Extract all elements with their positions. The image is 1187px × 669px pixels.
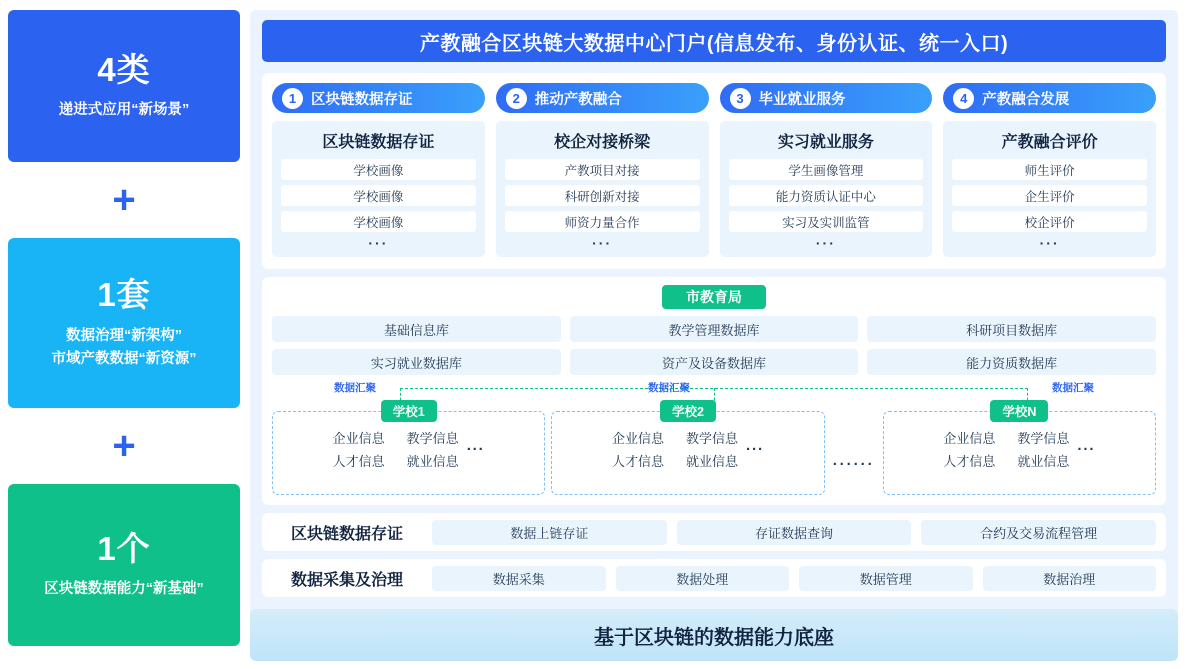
left-card-architecture-title: 1套 [97,276,151,314]
capability-item[interactable]: 数据治理 [983,566,1157,591]
schools-ellipsis: ······ [832,455,875,473]
left-card-foundation-title: 1个 [97,529,151,567]
school-item: 教学信息 [1017,431,1070,446]
scenario-item[interactable]: 能力资质认证中心 [729,185,924,206]
scenario-card-1[interactable] [272,83,485,257]
scenario-pill-2[interactable] [496,83,709,113]
capability-item[interactable]: 数据采集 [432,566,606,591]
left-column [8,10,240,660]
aggregation-label-3: 数据汇聚 [1052,382,1094,394]
school-item: 就业信息 [1017,454,1070,469]
scenario-item[interactable]: 学校画像 [281,211,476,232]
plus-icon-1: + [112,178,136,222]
portal-title-bar: 产教融合区块链大数据中心门户(信息发布、身份认证、统一入口) [262,20,1166,62]
left-card-scenarios-title: 4类 [97,50,151,88]
school-item: 教学信息 [406,431,459,446]
scenario-number-icon-4: 4 [953,88,974,109]
aggregation-label-1: 数据汇聚 [334,382,376,394]
left-card-architecture [8,238,240,408]
scenario-more-dots: ··· [592,235,613,251]
school-item: 就业信息 [406,454,459,469]
scenario-card-4[interactable] [943,83,1156,257]
scenario-body-1 [272,121,485,257]
scenario-item[interactable]: 企生评价 [952,185,1147,206]
school-item: 企业信息 [332,431,385,446]
plus-icon-2: + [112,424,136,468]
school-item: 就业信息 [686,454,739,469]
scenario-more-dots: ··· [1039,235,1060,251]
capability-item[interactable]: 数据管理 [799,566,973,591]
scenario-number-icon-1: 1 [282,88,303,109]
data-governance-section [262,277,1166,505]
capability-item[interactable]: 数据处理 [616,566,790,591]
scenario-body-2 [496,121,709,257]
database-grid [272,316,1156,375]
scenario-card-2[interactable] [496,83,709,257]
left-card-architecture-subtitle-line1: 数据治理“新架构” [66,327,182,344]
school-item: 企业信息 [612,431,665,446]
database-cell[interactable]: 资产及设备数据库 [570,349,859,375]
left-card-scenarios [8,10,240,162]
school-tag-2: 学校2 [660,400,716,422]
database-cell[interactable]: 基础信息库 [272,316,561,342]
scenario-pill-label-3: 毕业就业服务 [758,91,846,108]
capability-label-blockchain: 区块链数据存证 [290,525,403,543]
school-item: 人才信息 [332,454,385,469]
capability-row-blockchain [262,513,1166,551]
school-more-dots: ··· [1077,440,1096,458]
capability-item[interactable]: 合约及交易流程管理 [921,520,1156,545]
scenario-pill-label-2: 推动产教融合 [534,91,622,108]
school-item: 人才信息 [943,454,996,469]
scenario-body-3 [720,121,933,257]
scenario-title-1: 区块链数据存证 [322,134,435,151]
school-item: 企业信息 [943,431,996,446]
database-cell[interactable]: 实习就业数据库 [272,349,561,375]
scenario-title-3: 实习就业服务 [777,134,874,151]
scenario-more-dots: ··· [368,235,389,251]
school-box-n[interactable] [883,405,1156,495]
scenario-item[interactable]: 师生评价 [952,159,1147,180]
aggregation-label-2: 数据汇聚 [648,382,690,394]
capability-item[interactable]: 数据上链存证 [432,520,667,545]
scenario-pill-4[interactable] [943,83,1156,113]
left-card-architecture-subtitle-line2: 市域产教数据“新资源” [51,350,197,367]
scenario-item[interactable]: 学校画像 [281,159,476,180]
school-box-1[interactable] [272,405,545,495]
school-row [272,405,1156,495]
school-box-2[interactable] [551,405,824,495]
database-cell[interactable]: 能力资质数据库 [867,349,1156,375]
right-panel [250,10,1178,660]
scenario-item[interactable]: 学生画像管理 [729,159,924,180]
scenario-section [262,73,1166,269]
scenario-item[interactable]: 实习及实训监管 [729,211,924,232]
school-tag-1: 学校1 [381,400,437,422]
scenario-item[interactable]: 产教项目对接 [505,159,700,180]
scenario-title-2: 校企对接桥梁 [554,134,651,151]
database-cell[interactable]: 教学管理数据库 [570,316,859,342]
scenario-card-3[interactable] [720,83,933,257]
left-card-foundation-subtitle: 区块链数据能力“新基础” [44,581,204,598]
scenario-body-4 [943,121,1156,257]
scenario-title-4: 产教融合评价 [1001,134,1098,151]
capability-label-governance: 数据采集及治理 [290,571,403,589]
school-more-dots: ··· [746,440,765,458]
school-tag-n: 学校N [990,400,1048,422]
capability-row-governance [262,559,1166,597]
scenario-pill-label-4: 产教融合发展 [982,91,1070,108]
education-bureau-badge: 市教育局 [662,285,766,309]
scenario-more-dots: ··· [815,235,836,251]
scenario-pill-1[interactable] [272,83,485,113]
scenario-item[interactable]: 科研创新对接 [505,185,700,206]
school-more-dots: ··· [466,440,485,458]
school-item: 教学信息 [686,431,739,446]
database-cell[interactable]: 科研项目数据库 [867,316,1156,342]
scenario-item[interactable]: 校企评价 [952,211,1147,232]
scenario-number-icon-3: 3 [730,88,751,109]
scenario-pill-label-1: 区块链数据存证 [311,91,413,108]
capability-item[interactable]: 存证数据查询 [677,520,912,545]
scenario-item[interactable]: 学校画像 [281,185,476,206]
scenario-pill-3[interactable] [720,83,933,113]
school-item: 人才信息 [612,454,665,469]
left-card-foundation [8,484,240,646]
scenario-item[interactable]: 师资力量合作 [505,211,700,232]
scenario-number-icon-2: 2 [506,88,527,109]
foundation-bar: 基于区块链的数据能力底座 [250,609,1178,661]
left-card-scenarios-subtitle: 递进式应用“新场景” [58,102,190,119]
